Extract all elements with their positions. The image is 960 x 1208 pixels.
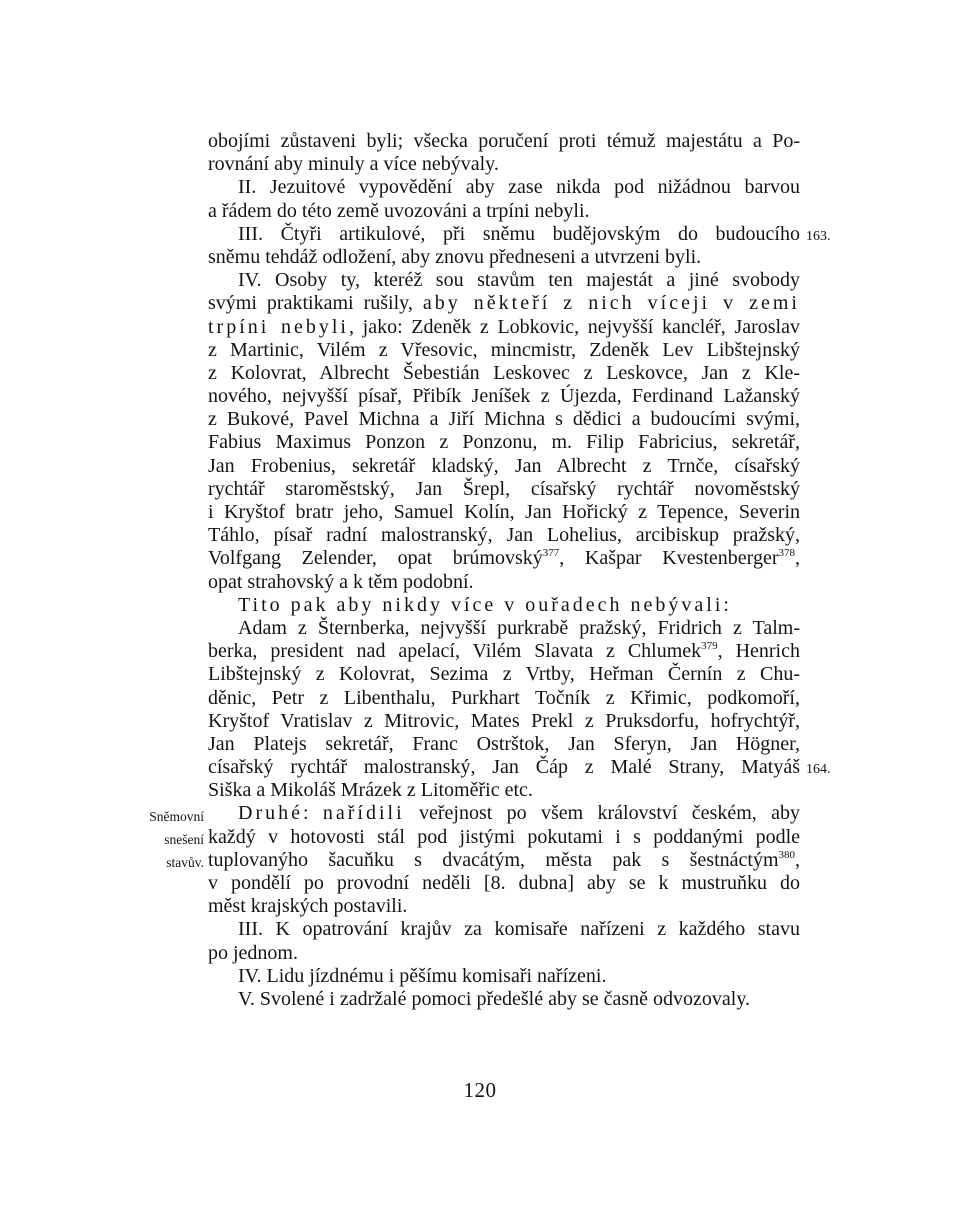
text-line: z Bukové, Pavel Michna a Jiří Michna s dědici a budoucími svými, (208, 408, 800, 431)
text-line: IV. Osoby ty, kteréž sou stavům ten majestát a jiné svobody (238, 269, 800, 292)
footnote-ref: 378 (778, 547, 796, 560)
text-line: Adam z Šternberka, nejvyšší purkrabě pražský, Fridrich z Talm- (238, 616, 800, 639)
footnote-ref: 377 (542, 547, 560, 560)
text-line: rychtář staroměstský, Jan Šrepl, císařský rychtář novoměstský (208, 477, 800, 500)
page-number: 120 (463, 1078, 497, 1102)
body-text (208, 130, 800, 1011)
text-segment: nařídili (322, 802, 405, 825)
side-note-line: Sněmovní (149, 808, 204, 824)
text-line (208, 594, 800, 617)
text-line: III. K opatrování krajův za komisaře nařízeni z každého stavu (238, 918, 800, 941)
side-note-line: snešení (164, 831, 204, 847)
text-line: v pondělí po provodní neděli [8. dubna] aby se k mustruňku do (208, 872, 800, 894)
text-line: nového, nejvyšší písař, Přibík Jeníšek z Újezda, Ferdinand Lažanský (208, 385, 800, 408)
text-line: a řádem do této země uvozováni a trpíni nebyli. (208, 199, 590, 222)
text-line (208, 802, 800, 825)
text-line: Kryštof Vratislav z Mitrovic, Mates Prekl z Pruksdorfu, hofrychtýř, (208, 709, 800, 732)
text-line: Jan Platejs sekretář, Franc Ostrštok, Jan Sferyn, Jan Högner, (208, 732, 800, 755)
text-line (208, 547, 800, 570)
margin-number: 164. (806, 762, 831, 778)
text-line: sněmu tehdáž odložení, aby znovu předneseni a utvrzeni byli. (208, 245, 702, 268)
text-segment: , (795, 547, 801, 570)
text-line (208, 316, 800, 339)
text-line: II. Jezuitové vypovědění aby zase nikda pod nižádnou barvou (238, 176, 800, 199)
text-line: Libštejnský z Kolovrat, Sezima z Vrtby, Heřman Černín z Chu- (208, 663, 800, 686)
text-line: i Kryštof bratr jeho, Samuel Kolín, Jan Hořický z Tepence, Severin (208, 501, 800, 523)
text-segment: , jako: Zdeněk z Lobkovic, nejvyšší kancléř, Jaroslav (348, 315, 800, 338)
text-line: opat strahovský a k těm podobní. (208, 570, 474, 593)
text-segment: veřejnost po všem království českém, aby (404, 802, 800, 825)
side-note-line: stavův. (166, 855, 204, 871)
text-segment: svými praktikami rušily, (208, 292, 423, 315)
text-line (208, 640, 800, 663)
text-line: IV. Lidu jízdnému i pěšímu komisaři nařízeni. (238, 964, 607, 987)
text-segment: , (795, 848, 800, 871)
text-segment: aby někteří z nich víceji v zemi (422, 292, 800, 315)
text-line: Siška a Mikoláš Mrázek z Litoměřic etc. (208, 779, 533, 802)
text-line: měst krajských postavili. (208, 895, 408, 918)
footnote-ref: 379 (701, 640, 718, 653)
side-note (118, 805, 204, 875)
text-line: Fabius Maximus Ponzon z Ponzonu, m. Filip Fabricius, sekretář, (208, 431, 800, 454)
text-line: z Martinic, Vilém z Vřesovic, mincmistr, Zdeněk Lev Libštejnský (208, 338, 800, 361)
text-line: každý v hotovosti stál pod jistými pokutami i s poddanými podle (208, 825, 800, 848)
text-line (208, 292, 800, 315)
text-segment: Volfgang Zelender, opat brúmovský (208, 547, 543, 570)
text-segment: Druhé (238, 802, 303, 825)
text-line: rovnání aby minuly a více nebývaly. (208, 153, 499, 176)
text-line: po jednom. (208, 941, 298, 964)
text-line: Jan Frobenius, sekretář kladský, Jan Albrecht z Trnče, císařský (208, 454, 800, 477)
text-segment: berka, president nad apelací, Vilém Slavata z Chlumek (208, 640, 702, 663)
footnote-ref: 380 (778, 848, 795, 861)
margin-number: 163. (806, 228, 831, 244)
text-segment: , Henrich (717, 640, 800, 663)
text-line: z Kolovrat, Albrecht Šebestián Leskovec z Leskovce, Jan z Kle- (208, 361, 800, 384)
text-line: děnic, Petr z Libenthalu, Purkhart Točník z Křimic, podkomoří, (208, 686, 800, 709)
text-segment: Tito pak aby nikdy více v ouřadech nebývali: (238, 593, 732, 616)
text-line: Táhlo, písař radní malostranský, Jan Lohelius, arcibiskup pražský, (208, 524, 800, 547)
text-segment: , Kašpar Kvestenberger (559, 547, 779, 570)
text-line: císařský rychtář malostranský, Jan Čáp z Malé Strany, Matyáš (208, 756, 800, 779)
text-line (208, 849, 800, 872)
text-segment: tuplovanýho šacuňku s dvacátým, města pak s šestnáctým (208, 848, 779, 871)
text-segment: : (302, 802, 323, 825)
text-line: V. Svolené i zadržalé pomoci předešlé aby se časně odvozovaly. (238, 987, 751, 1010)
text-line: III. Čtyři artikulové, při sněmu budějovským do budoucího (238, 222, 800, 245)
text-line: obojími zůstaveni byli; všecka poručení proti témuž majestátu a Po- (208, 130, 800, 152)
text-segment: trpíni nebyli (208, 315, 349, 338)
